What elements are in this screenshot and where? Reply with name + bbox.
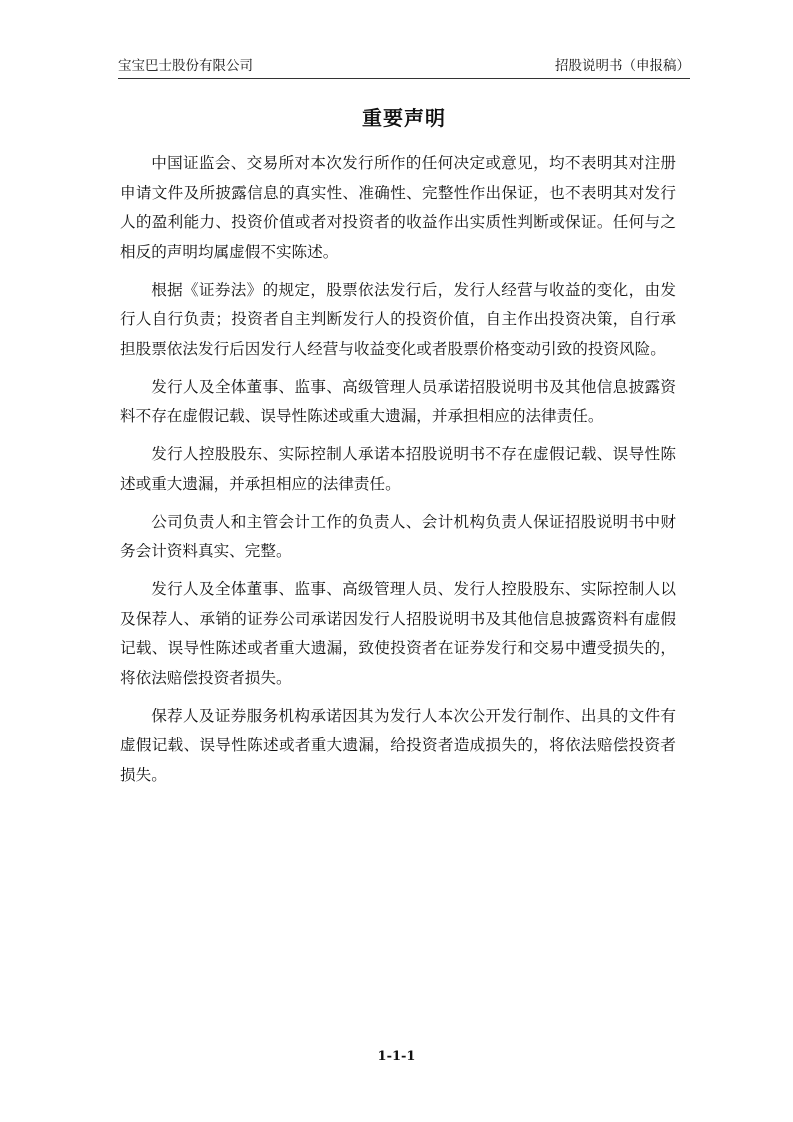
paragraph: 发行人控股股东、实际控制人承诺本招股说明书不存在虚假记载、误导性陈述或重大遗漏，并承担相应的法律责任。 [120,445,676,493]
paragraph: 保荐人及证券服务机构承诺因其为发行人本次公开发行制作、出具的文件有虚假记载、误导性陈述或者重大遗漏，给投资者造成损失的，将依法赔偿投资者损失。 [120,706,676,784]
paragraph: 发行人及全体董事、监事、高级管理人员、发行人控股股东、实际控制人以及保荐人、承销的证券公司承诺因发行人招股说明书及其他信息披露资料有虚假记载、误导性陈述或者重大遗漏，致使投资者在证券发行和交易中遭受损失的，将依法赔偿投资者损失。 [120,580,676,687]
header-company-name: 宝宝巴士股份有限公司 [118,58,253,74]
page-title: 重要声明 [362,106,446,130]
paragraph: 公司负责人和主管会计工作的负责人、会计机构负责人保证招股说明书中财务会计资料真实、完整。 [120,512,676,560]
page-header [118,56,690,79]
paragraph: 根据《证券法》的规定，股票依法发行后，发行人经营与收益的变化，由发行人自行负责；投资者自主判断发行人的投资价值，自主作出投资决策，自行承担股票依法发行后因发行人经营与收益变化或者股票价格变动引致的投资风险。 [120,280,676,358]
header-document-type: 招股说明书（申报稿） [555,58,690,74]
paragraph: 中国证监会、交易所对本次发行所作的任何决定或意见，均不表明其对注册申请文件及所披露信息的真实性、准确性、完整性作出保证，也不表明其对发行人的盈利能力、投资价值或者对投资者的收益作出实质性判断或保证。任何与之相反的声明均属虚假不实陈述。 [120,154,676,261]
paragraph: 发行人及全体董事、监事、高级管理人员承诺招股说明书及其他信息披露资料不存在虚假记载、误导性陈述或重大遗漏，并承担相应的法律责任。 [120,377,676,425]
document-body [120,149,676,799]
page-number: 1-1-1 [377,1049,416,1064]
